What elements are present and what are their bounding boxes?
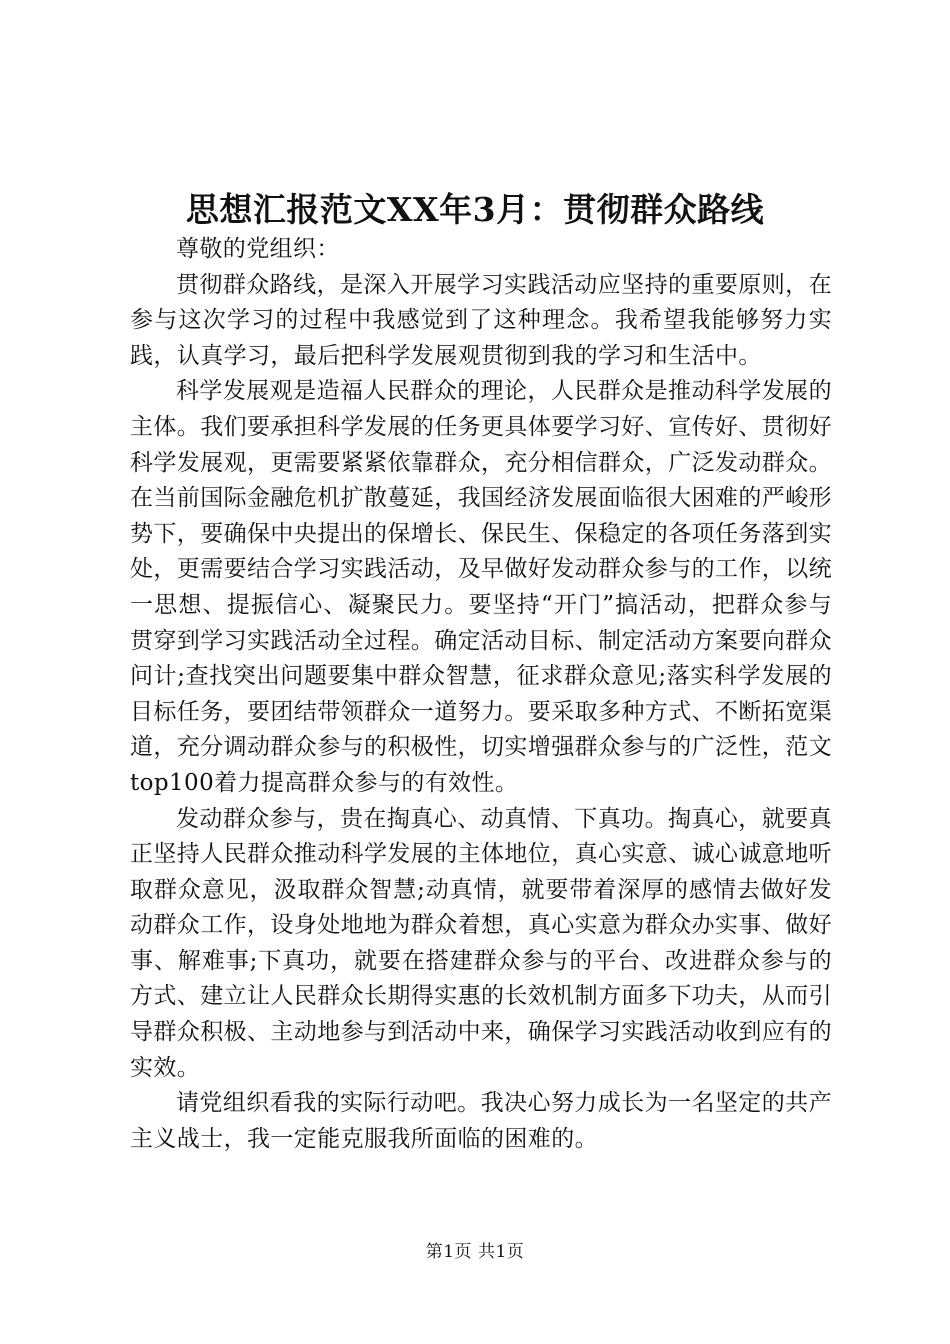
paragraph-1: 贯彻群众路线，是深入开展学习实践活动应坚持的重要原则，在参与这次学习的过程中我感觉到了这种理念。我希望我能够努力实践，认真学习，最后把科学发展观贯彻到我的学习和生活中。 bbox=[130, 271, 832, 369]
paragraph-2: 科学发展观是造福人民群众的理论，人民群众是推动科学发展的主体。我们要承担科学发展的任务更具体要学习好、宣传好、贯彻好科学发展观，更需要紧紧依靠群众，充分相信群众，广泛发动群众。在当前国际金融危机扩散蔓延，我国经济发展面临很大困难的严峻形势下，要确保中央提出的保增长、保民生、保稳定的各项任务落到实处，更需要结合学习实践活动，及早做好发动群众参与的工作，以统一思想、提振信心、凝聚民力。要坚持“开门”搞活动，把群众参与贯穿到学习实践活动全过程。确定活动目标、制定活动方案要向群众问计;查找突出问题要集中群众智慧，征求群众意见;落实科学发展的目标任务，要团结带领群众一道努力。要采取多种方式、不断拓宽渠道，充分调动群众参与的积极性，切实增强群众参与的广泛性，范文top100着力提高群众参与的有效性。 bbox=[130, 378, 832, 796]
page-footer: 第1页 共1页 bbox=[425, 1242, 525, 1262]
salutation: 尊敬的党组织： bbox=[176, 236, 340, 262]
paragraph-3: 发动群众参与，贵在掏真心、动真情、下真功。掏真心，就要真正坚持人民群众推动科学发展的主体地位，真心实意、诚心诚意地听取群众意见，汲取群众智慧;动真情，就要带着深厚的感情去做好发动群众工作，设身处地地为群众着想，真心实意为群众办实事、做好事、解难事;下真功，就要在搭建群众参与的平台、改进群众参与的方式、建立让人民群众长期得实惠的长效机制方面多下功夫，从而引导群众积极、主动地参与到活动中来，确保学习实践活动收到应有的实效。 bbox=[130, 805, 832, 1081]
document-title: 思想汇报范文XX年3月：贯彻群众路线 bbox=[185, 190, 765, 229]
document-body bbox=[130, 232, 832, 1157]
paragraph-4: 请党组织看我的实际行动吧。我决心努力成长为一名坚定的共产主义战士，我一定能克服我所面临的困难的。 bbox=[130, 1090, 832, 1152]
